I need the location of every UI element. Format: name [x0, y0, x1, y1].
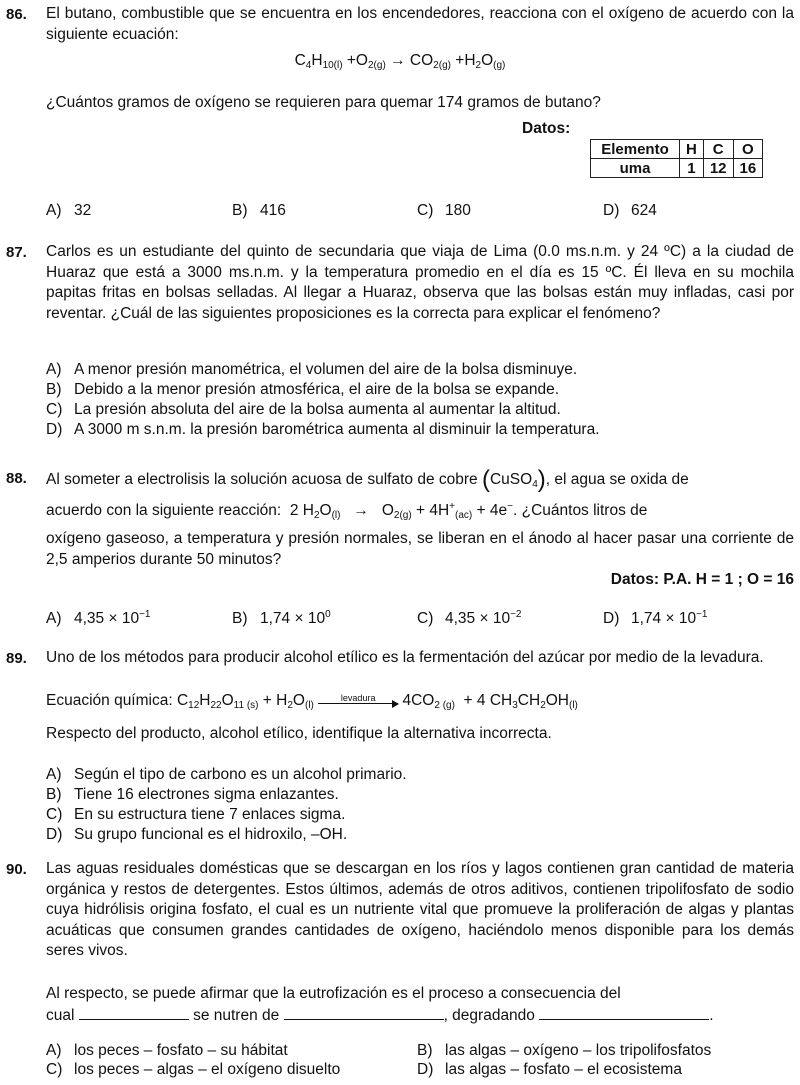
question-90 — [0, 856, 800, 1085]
question-line-1: Al someter a electrolisis la solución acuosa de sulfato de cobre (CuSO$_4$), el agua se oxida de — [46, 466, 689, 493]
option-letter: A) — [46, 1042, 62, 1059]
option-c[interactable] — [417, 610, 521, 628]
question-88 — [0, 458, 800, 638]
option-text: Tiene 16 electrones sigma enlazantes. — [74, 786, 339, 803]
option-letter: C) — [46, 401, 63, 418]
question-87 — [0, 240, 800, 450]
option-b[interactable] — [232, 202, 286, 220]
option-letter: C) — [46, 806, 63, 823]
option-text: 4,35 × 10 — [74, 610, 140, 627]
question-89 — [0, 646, 800, 846]
question-text: Carlos es un estudiante del quinto de secundaria que viaja de Lima (0.0 ms.n.m. y 24 ºC) a la ciudad de Huaraz que está a 3000 ms.n.m. y la temperatura promedio en el día es 15 ºC. Él lleva en su mochila papitas fritas en bolsas selladas. Al llegar a Huaraz, observa que las bolsas están muy infladas, casi por reventar. ¿Cuál de las siguientes proposiciones es la correcta para explicar el fenómeno? — [46, 243, 794, 322]
table-cell: Elemento — [591, 140, 680, 159]
table-cell: C — [703, 140, 733, 159]
combustion-equation: $C_4H_{10(l)} +O_{2(g)} \to CO_{2(g)} +H_2O_{(g)}$ — [294, 52, 506, 71]
option-b[interactable] — [232, 610, 331, 628]
fill-in-line: cual se nutren de , degradando . — [46, 1007, 714, 1024]
question-text: , el agua se oxida de — [545, 471, 689, 488]
option-text: 624 — [631, 202, 657, 219]
question-prompt: Respecto del producto, alcohol etílico, identifique la alternativa incorrecta. — [46, 725, 552, 742]
option-c[interactable] — [46, 806, 345, 824]
question-number: 88. — [6, 470, 27, 487]
question-text: Al someter a electrolisis la solución acuosa de sulfato de cobre — [46, 471, 478, 488]
question-number: 90. — [6, 861, 27, 878]
uma-table — [590, 139, 763, 178]
option-letter: D) — [46, 826, 63, 843]
question-number: 86. — [6, 6, 27, 23]
option-text: Su grupo funcional es el hidroxilo, –OH. — [74, 826, 348, 843]
option-letter: C) — [46, 1061, 63, 1078]
stem-text: , degradando — [443, 1007, 535, 1024]
option-letter: A) — [46, 361, 62, 378]
option-text: las algas – fosfato – el ecosistema — [445, 1061, 682, 1078]
table-cell: uma — [591, 159, 680, 178]
option-a[interactable] — [46, 766, 407, 784]
option-letter: A) — [46, 202, 62, 219]
option-text: La presión absoluta del aire de la bolsa aumenta al aumentar la altitud. — [74, 401, 561, 418]
option-text: 4,35 × 10 — [445, 610, 511, 627]
question-text: Las aguas residuales domésticas que se descargan en los ríos y lagos contienen gran cantidad de materia orgánica y restos de detergentes. Estos últimos, además de otros aditivos, contienen tripolifosfato de sodio cuya hidrólisis origina fosfato, el cual es un nutriente vital que promueve la proliferación de algas y plantas acuáticas que consumen grandes cantidades de oxígeno, haciéndolo menos disponible para los demás seres vivos. — [46, 860, 794, 959]
question-number: 87. — [6, 244, 27, 261]
option-d[interactable] — [46, 421, 600, 439]
option-text: A menor presión manométrica, el volumen del aire de la bolsa disminuye. — [74, 361, 578, 378]
question-86 — [0, 0, 800, 230]
option-d[interactable] — [417, 1061, 682, 1079]
blank-1[interactable] — [79, 1005, 189, 1020]
option-text: 32 — [74, 202, 92, 219]
option-text: 1,74 × 10 — [260, 610, 326, 627]
option-c[interactable] — [46, 401, 561, 419]
question-prompt: ¿Cuántos gramos de oxígeno se requieren para quemar 174 gramos de butano? — [46, 94, 601, 111]
question-text: El butano, combustible que se encuentra en los encendedores, reacciona con el oxígeno de acuerdo con la siguiente ecuación: — [46, 5, 794, 43]
option-letter: D) — [417, 1061, 434, 1078]
option-a[interactable] — [46, 202, 91, 220]
table-header-row — [591, 140, 763, 159]
table-cell: O — [733, 140, 763, 159]
option-d[interactable] — [603, 610, 707, 628]
question-text: . ¿Cuántos litros de — [513, 502, 648, 519]
blank-2[interactable] — [284, 1005, 444, 1020]
stem-text: se nutren de — [193, 1007, 280, 1024]
question-line-2: acuerdo con la siguiente reacción: 2 $H_2O_{(l)} \to O_{2(g)} + 4H^+_{(ac)} + 4e^-$. ¿Cuántos litros de — [46, 501, 648, 521]
option-b[interactable] — [417, 1042, 711, 1060]
option-text: las algas – oxígeno – los tripolifosfatos — [445, 1042, 712, 1059]
table-row — [591, 159, 763, 178]
option-text: los peces – algas – el oxígeno disuelto — [74, 1061, 341, 1078]
option-letter: A) — [46, 766, 62, 783]
blank-3[interactable] — [539, 1005, 709, 1020]
option-letter: D) — [603, 202, 620, 219]
option-text: 180 — [445, 202, 471, 219]
option-exponent: −1 — [139, 609, 151, 620]
option-exponent: −1 — [696, 609, 708, 620]
option-b[interactable] — [46, 786, 339, 804]
option-b[interactable] — [46, 381, 559, 399]
option-letter: B) — [232, 610, 248, 627]
option-letter: B) — [417, 1042, 433, 1059]
arrow-label: levadura — [340, 693, 376, 703]
question-text: oxígeno gaseoso, a temperatura y presión normales, se liberan en el ánodo al hacer pasar una corriente de 2,5 amperios durante 50 minutos? — [46, 530, 794, 568]
option-exponent: −2 — [510, 609, 522, 620]
option-c[interactable] — [46, 1061, 340, 1079]
reaction-arrow — [318, 693, 398, 703]
option-letter: D) — [603, 610, 620, 627]
option-text: A 3000 m s.n.m. la presión barométrica aumenta al disminuir la temperatura. — [74, 421, 600, 438]
option-a[interactable] — [46, 610, 150, 628]
option-exponent: 0 — [325, 609, 331, 620]
option-letter: B) — [46, 786, 62, 803]
option-text: Debido a la menor presión atmosférica, el aire de la bolsa se expande. — [74, 381, 560, 398]
option-text: Según el tipo de carbono es un alcohol primario. — [74, 766, 407, 783]
option-a[interactable] — [46, 361, 577, 379]
option-a[interactable] — [46, 1042, 288, 1060]
table-cell: 16 — [733, 159, 763, 178]
question-text: acuerdo con la siguiente reacción: — [46, 502, 282, 519]
equation-label: Ecuación química: — [46, 692, 173, 709]
option-d[interactable] — [603, 202, 657, 220]
option-d[interactable] — [46, 826, 347, 844]
option-text: los peces – fosfato – su hábitat — [74, 1042, 288, 1059]
option-text: 416 — [260, 202, 286, 219]
table-cell: 1 — [680, 159, 704, 178]
datos-label: Datos: — [522, 120, 571, 137]
option-letter: A) — [46, 610, 62, 627]
fermentation-equation: Ecuación química: $C_{12}H_{22}O_{11 (s)} + H_2O_{(l)}$ levadura $4CO_{2 (g)} + 4$ $CH_3CH_2OH_{(l)}$ — [46, 692, 578, 711]
option-text: En su estructura tiene 7 enlaces sigma. — [74, 806, 346, 823]
table-cell: H — [680, 140, 704, 159]
option-text: 1,74 × 10 — [631, 610, 697, 627]
stem-text: cual — [46, 1007, 75, 1024]
question-text: Uno de los métodos para producir alcohol etílico es la fermentación del azúcar por medio de la levadura. — [46, 649, 764, 666]
question-stem: Al respecto, se puede afirmar que la eutrofización es el proceso a consecuencia del — [46, 985, 621, 1002]
option-letter: B) — [232, 202, 248, 219]
option-letter: C) — [417, 202, 434, 219]
datos-label: Datos: P.A. H = 1 ; O = 16 — [610, 571, 794, 588]
option-letter: B) — [46, 381, 62, 398]
option-letter: D) — [46, 421, 63, 438]
table-cell: 12 — [703, 159, 733, 178]
option-c[interactable] — [417, 202, 471, 220]
question-number: 89. — [6, 650, 27, 667]
option-letter: C) — [417, 610, 434, 627]
